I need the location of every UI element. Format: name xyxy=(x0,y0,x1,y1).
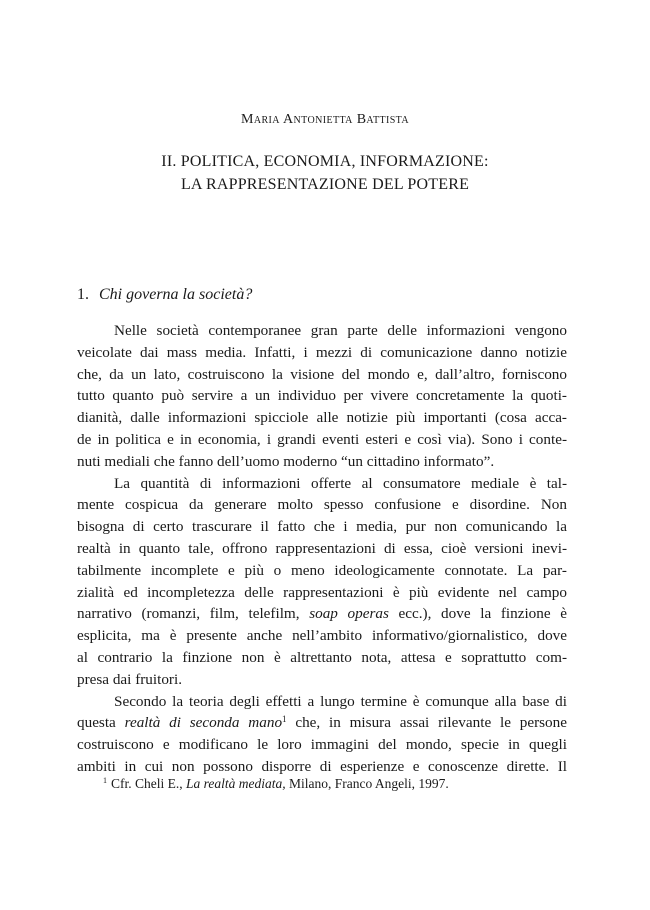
text-line: La quantità di informazioni offerte al consumatore mediale è tal- xyxy=(114,474,567,492)
text-line: realtà in quanto tale, offrono rappresentazioni di essa, cioè versioni inevi- xyxy=(77,539,567,557)
chapter-title-line-1: II. POLITICA, ECONOMIA, INFORMAZIONE: xyxy=(161,153,489,170)
footnote-reference: 1 xyxy=(282,714,287,725)
footnote-marker: 1 xyxy=(103,776,107,785)
section-number: 1. xyxy=(77,286,89,303)
text-line: bisogna di certo trascurare il fatto che i media, pur non comunicando la xyxy=(77,518,567,536)
text-line: Nelle società contemporanee gran parte delle informazioni vengono xyxy=(114,322,567,339)
text-line: ambiti in cui non possono disporre di esperienze e conoscenze dirette. Il xyxy=(77,757,567,775)
body-text xyxy=(77,320,567,778)
text-line: costruiscono e modificano le loro immagini del mondo, specie in quegli xyxy=(77,736,567,754)
text-line: veicolate dai mass media. Infatti, i mezzi di comunicazione danno notizie xyxy=(77,343,567,361)
text-line: Secondo la teoria degli effetti a lungo termine è comunque alla base di xyxy=(114,692,567,710)
text-line: esplicita, ma è presente anche nell’ambito informativo/giornalistico, dove xyxy=(77,627,567,645)
text-line: zialità ed incompletezza delle rappresentazioni è più evidente nel campo xyxy=(77,583,567,601)
footnote: $^1$ Cfr. Cheli E., La realtà mediata, Milano, Franco Angeli, 1997. xyxy=(103,776,449,791)
chapter-title-line-2: LA RAPPRESENTAZIONE DEL POTERE xyxy=(180,176,470,193)
text-line: presa dai fruitori. xyxy=(77,670,183,688)
text-line: che, da un lato, costruiscono la visione del mondo e, dall’altro, forniscono xyxy=(77,365,567,383)
text-line: al contrario la finzione non è altrettanto nota, attesa e soprattutto com- xyxy=(77,648,567,666)
text-line: dianità, dalle informazioni spicciole alle notizie più importanti (cosa acca- xyxy=(77,409,567,427)
text-line: tutto quanto può servire a un individuo per vivere concretamente la quoti- xyxy=(77,387,567,405)
text-line: questa realtà di seconda mano$^1$ che, in misura assai rilevante le persone xyxy=(77,714,567,732)
text-line: de in politica e in economia, i grandi eventi esteri e così via). Sono i conte- xyxy=(77,430,567,448)
text-line: mente cospicua da generare molto spesso confusione e disordine. Non xyxy=(77,496,567,514)
author-name: Maria Antonietta Battista xyxy=(241,112,409,127)
text-line: tabilmente incomplete e più o meno ideologicamente connotate. La par- xyxy=(77,561,567,579)
chapter-title xyxy=(0,150,650,196)
text-line: narrativo (romanzi, film, telefilm, soap operas ecc.), dove la finzione è xyxy=(77,605,567,623)
section-heading xyxy=(77,286,252,304)
section-heading-text: Chi governa la società? xyxy=(99,286,253,303)
text-line: nuti mediali che fanno dell’uomo moderno “un cittadino informato”. xyxy=(77,452,495,470)
